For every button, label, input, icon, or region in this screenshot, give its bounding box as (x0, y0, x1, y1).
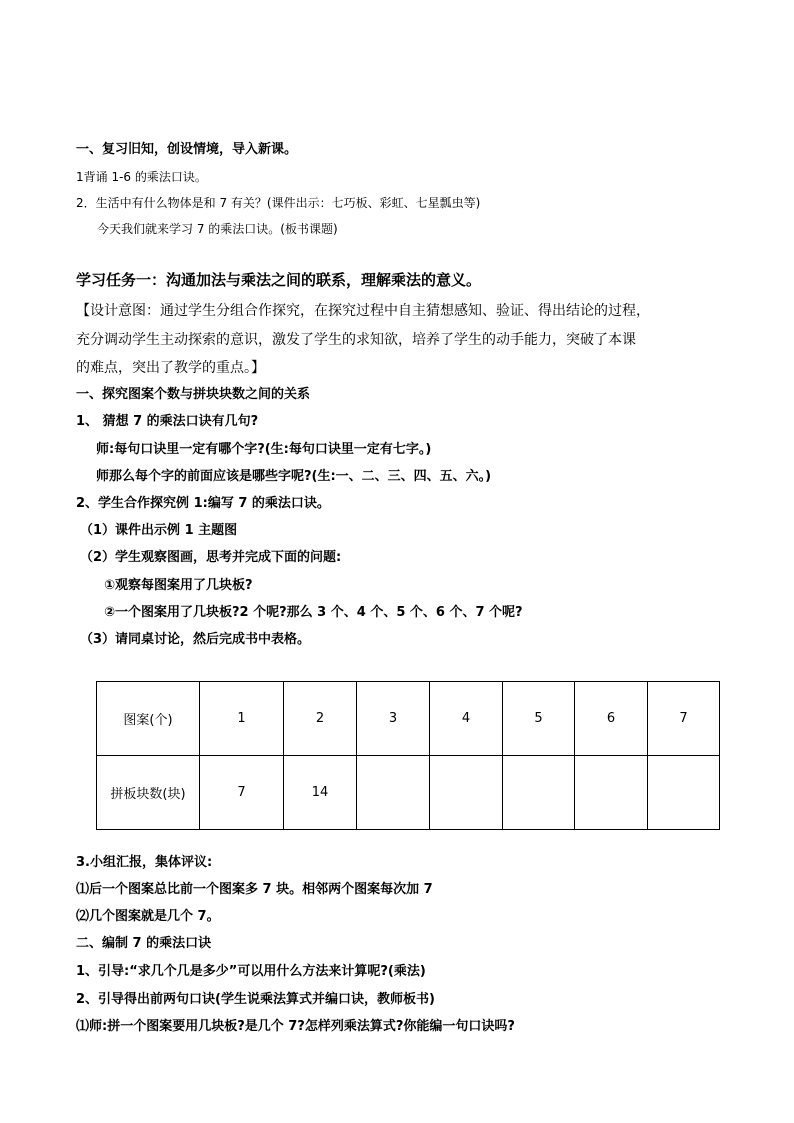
guide-2: 2、引导得出前两句口诀(学生说乘法算式并编口诀，教师板书) (76, 992, 435, 1007)
question-2-step3: （3）请同桌讨论，然后完成书中表格。 (80, 632, 311, 647)
section1-line3: 今天我们就来学习 7 的乘法口诀。(板书课题) (97, 222, 338, 236)
table-row-label: 图案(个) (97, 682, 200, 756)
table-cell: 7 (200, 756, 284, 830)
question-1-teacher-a: 师:每句口诀里一定有哪个字?(生:每句口诀里一定有七字。) (96, 442, 432, 457)
table-cell: 7 (648, 682, 720, 756)
question-1-teacher-b: 师那么每个字的前面应该是哪些字呢?(生:一、二、三、四、五、六。) (96, 469, 492, 484)
table-cell-empty (430, 756, 503, 830)
table-cell: 6 (575, 682, 648, 756)
table-cell-empty (648, 756, 720, 830)
task1-heading: 学习任务一：沟通加法与乘法之间的联系，理解乘法的意义。 (76, 271, 482, 289)
question-2: 2、学生合作探究例 1:编写 7 的乘法口诀。 (76, 496, 330, 511)
report-point-1: ⑴后一个图案总比前一个图案多 7 块。相邻两个图案每次加 7 (76, 882, 433, 897)
table-row-patterns (97, 682, 720, 756)
table-cell-empty (357, 756, 430, 830)
design-intent-line1: 【设计意图：通过学生分组合作探究，在探究过程中自主猜想感知、验证、得出结论的过程， (76, 303, 650, 319)
table-cell-empty (575, 756, 648, 830)
table-cell-empty (503, 756, 575, 830)
section1-line2: 2．生活中有什么物体是和 7 有关？(课件出示：七巧板、彩虹、七星瓢虫等) (76, 196, 481, 210)
table-cell: 3 (357, 682, 430, 756)
question-2-step2b: ②一个图案用了几块板?2 个呢?那么 3 个、4 个、5 个、6 个、7 个呢? (104, 605, 523, 620)
table-cell: 2 (284, 682, 357, 756)
guide-3: ⑴师:拼一个图案要用几块板?是几个 7?怎样列乘法算式?你能编一句口诀吗? (76, 1019, 515, 1034)
question-2-step1: （1）课件出示例 1 主题图 (80, 523, 238, 538)
guide-1: 1、引导:“求几个几是多少”可以用什么方法来计算呢?(乘法) (76, 964, 426, 979)
question-2-step2a: ①观察每图案用了几块板? (104, 578, 253, 593)
part1-heading: 一、探究图案个数与拼块块数之间的关系 (76, 387, 311, 402)
report-point-2: ⑵几个图案就是几个 7。 (76, 909, 220, 924)
section1-heading: 一、复习旧知，创设情境，导入新课。 (76, 142, 298, 157)
section1-line1: 1背诵 1-6 的乘法口诀。 (76, 170, 207, 184)
group-report: 3.小组汇报，集体评议: (76, 855, 213, 870)
table-row-blocks (97, 756, 720, 830)
question-2-step2: （2）学生观察图画，思考并完成下面的问题: (80, 550, 342, 565)
design-intent-line2: 充分调动学生主动探索的意识，激发了学生的求知欲，培养了学生的动手能力，突破了本课 (76, 332, 636, 348)
table-cell: 14 (284, 756, 357, 830)
pattern-table (96, 681, 720, 830)
part2-heading: 二、编制 7 的乘法口诀 (76, 936, 212, 951)
table-cell: 5 (503, 682, 575, 756)
question-1: 1、 猜想 7 的乘法口诀有几句? (76, 414, 259, 429)
table-cell: 1 (200, 682, 284, 756)
table-cell: 4 (430, 682, 503, 756)
table-row-label: 拼板块数(块) (97, 756, 200, 830)
design-intent-line3: 的难点，突出了教学的重点。】 (76, 360, 265, 376)
